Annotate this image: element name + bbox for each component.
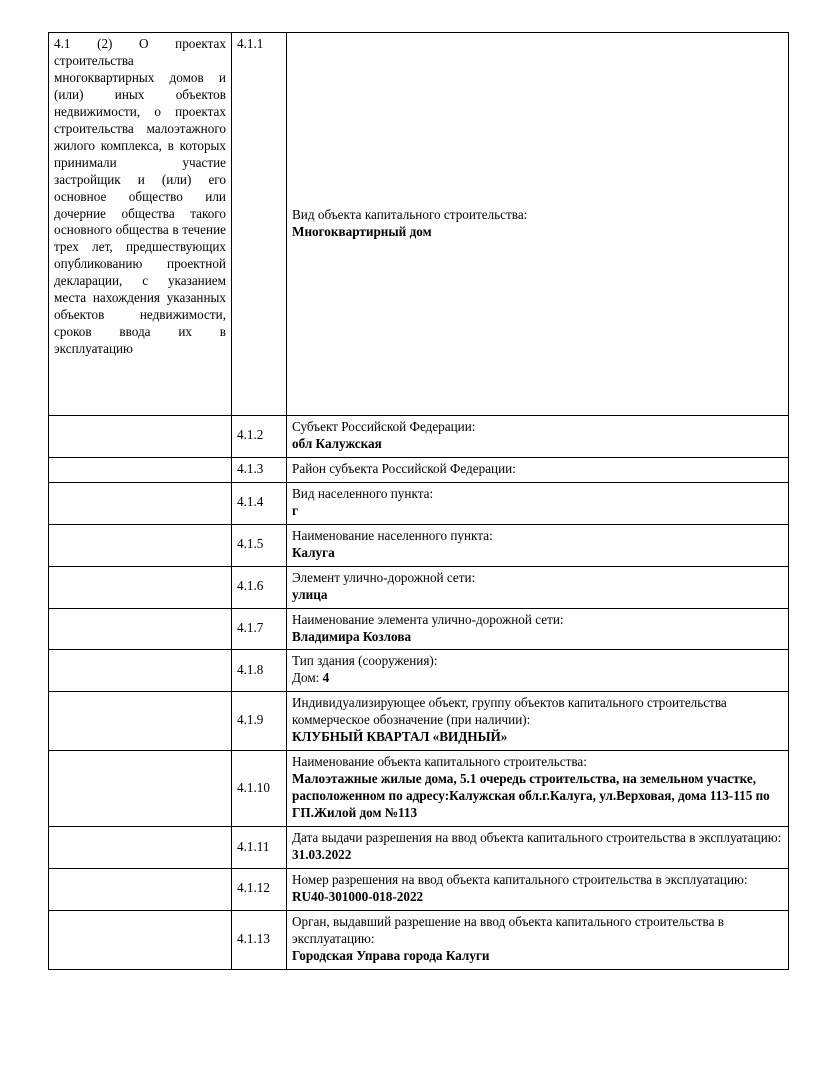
table-row — [49, 608, 789, 650]
row-question: Наименование населенного пункта: — [292, 527, 493, 543]
row-code-cell — [232, 608, 287, 650]
row-question: Наименование элемента улично-дорожной сети: — [292, 611, 564, 627]
row-value-cell — [287, 457, 789, 482]
row-value-cell — [287, 33, 789, 416]
declaration-table — [48, 32, 789, 970]
row-question: Вид объекта капитального строительства: — [292, 206, 528, 222]
row-value-cell — [287, 650, 789, 692]
row-question: Субъект Российской Федерации: — [292, 419, 476, 434]
row-code: 4.1.10 — [237, 779, 270, 795]
row-answer: г — [292, 502, 298, 518]
row-code-cell — [232, 524, 287, 566]
row-value-cell — [287, 692, 789, 751]
row-code: 4.1.3 — [237, 460, 264, 476]
row-question: Номер разрешения на ввод объекта капитального строительства в эксплуатацию: — [292, 871, 748, 887]
row-question: Индивидуализирующее объект, группу объектов капитального строительства коммерческое обозначение (при наличии): — [292, 695, 727, 728]
row-answer-prefix: Дом: — [292, 670, 323, 686]
row-code-cell — [232, 910, 287, 969]
row-answer: Многоквартирный дом — [292, 223, 432, 239]
row-question: Наименование объекта капитального строительства: — [292, 754, 587, 770]
row-value-cell — [287, 910, 789, 969]
table-row — [49, 751, 789, 827]
table-row — [49, 524, 789, 566]
row-answer: обл Калужская — [292, 435, 382, 451]
row-value-cell — [287, 827, 789, 869]
row-code: 4.1.8 — [237, 661, 264, 677]
row-question: Тип здания (сооружения): — [292, 653, 438, 669]
row-code-cell — [232, 868, 287, 910]
row-code: 4.1.6 — [237, 578, 264, 594]
empty-label-cell — [49, 868, 232, 910]
row-answer: Малоэтажные жилые дома, 5.1 очередь строительства, на земельном участке, расположенном по адресу:Калужская обл.г.Калуга, ул.Верховая, дома 113-115 по ГП.Жилой дом №113 — [292, 771, 770, 821]
section-label-cell: 4.1 (2) О проектах строительства многоквартирных домов и (или) иных объектов недвижимости, о проектах строительства малоэтажного жилого комплекса, в которых принимали участие застройщик и (или) его основное общество или дочерние общества такого основного общества в течение трех лет, предшествующих опубликованию проектной декларации, с указанием места нахождения указанных объектов недвижимости, сроков ввода их в эксплуатацию — [49, 33, 232, 416]
empty-label-cell — [49, 566, 232, 608]
row-code: 4.1.2 — [237, 427, 264, 443]
row-answer: улица — [292, 586, 328, 602]
row-value-cell — [287, 524, 789, 566]
empty-label-cell — [49, 692, 232, 751]
row-answer: КЛУБНЫЙ КВАРТАЛ «ВИДНЫЙ» — [292, 729, 508, 745]
row-code: 4.1.11 — [237, 838, 270, 854]
row-value-cell — [287, 868, 789, 910]
table-row — [49, 482, 789, 524]
row-value-cell — [287, 416, 789, 458]
empty-label-cell — [49, 457, 232, 482]
table-row — [49, 692, 789, 751]
table-row — [49, 33, 789, 416]
row-answer: Владимира Козлова — [292, 628, 412, 644]
row-code-cell — [232, 482, 287, 524]
row-value-cell — [287, 608, 789, 650]
table-row — [49, 650, 789, 692]
row-code-cell — [232, 33, 287, 416]
empty-label-cell — [49, 416, 232, 458]
row-question: Район субъекта Российской Федерации: — [292, 460, 516, 476]
row-code-cell — [232, 827, 287, 869]
row-answer: Калуга — [292, 544, 335, 560]
empty-label-cell — [49, 827, 232, 869]
table-row — [49, 566, 789, 608]
row-code-cell — [232, 416, 287, 458]
row-code: 4.1.7 — [237, 620, 264, 636]
table-row — [49, 457, 789, 482]
row-code-cell — [232, 692, 287, 751]
row-value-cell — [287, 482, 789, 524]
row-code-cell — [232, 457, 287, 482]
row-code: 4.1.12 — [237, 880, 270, 896]
row-value-cell — [287, 751, 789, 827]
row-question: Дата выдачи разрешения на ввод объекта капитального строительства в эксплуатацию: — [292, 830, 782, 846]
table-row — [49, 868, 789, 910]
row-question: Вид населенного пункта: — [292, 485, 434, 501]
row-code: 4.1.13 — [237, 930, 270, 946]
row-code: 4.1.1 — [237, 36, 264, 51]
row-answer: Городская Управа города Калуги — [292, 947, 490, 963]
row-code: 4.1.5 — [237, 536, 264, 552]
row-code-cell — [232, 751, 287, 827]
empty-label-cell — [49, 751, 232, 827]
empty-label-cell — [49, 608, 232, 650]
empty-label-cell — [49, 910, 232, 969]
row-code: 4.1.4 — [237, 494, 264, 510]
row-answer: 31.03.2022 — [292, 847, 352, 863]
empty-label-cell — [49, 482, 232, 524]
row-code-cell — [232, 566, 287, 608]
table-row — [49, 827, 789, 869]
row-answer: RU40-301000-018-2022 — [292, 888, 424, 904]
row-code: 4.1.9 — [237, 712, 264, 728]
table-row — [49, 416, 789, 458]
row-value-cell — [287, 566, 789, 608]
row-question: Орган, выдавший разрешение на ввод объекта капитального строительства в эксплуатацию: — [292, 913, 724, 946]
row-answer: 4 — [322, 670, 330, 686]
empty-label-cell — [49, 650, 232, 692]
empty-label-cell — [49, 524, 232, 566]
table-row — [49, 910, 789, 969]
row-question: Элемент улично-дорожной сети: — [292, 569, 476, 585]
row-code-cell — [232, 650, 287, 692]
